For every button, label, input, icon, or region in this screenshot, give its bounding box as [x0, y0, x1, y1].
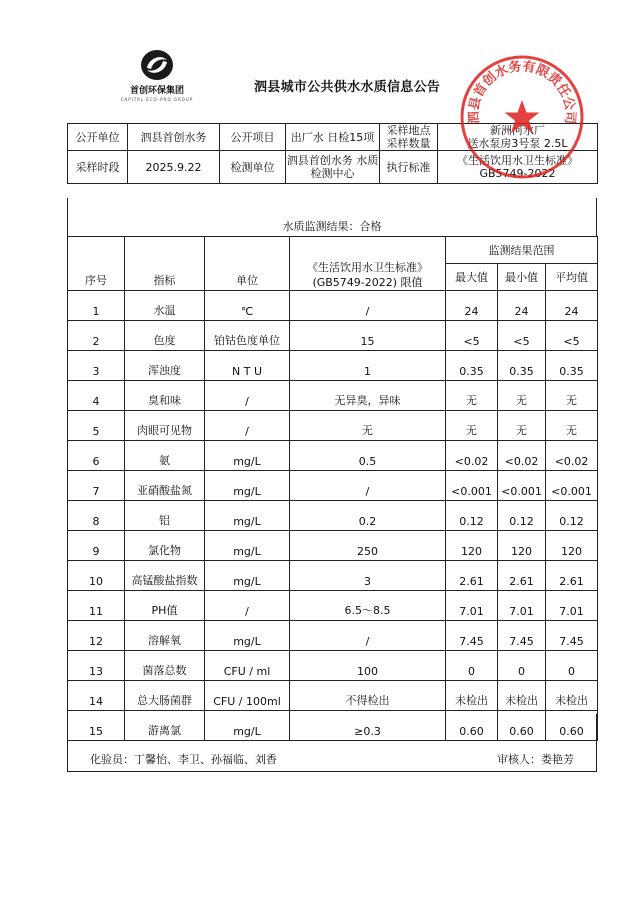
- row-max: 120: [446, 531, 498, 561]
- logo-name: 首创环保集团: [129, 86, 184, 96]
- row-no: 7: [68, 471, 125, 501]
- testers: 化验员：丁馨怡、李卫、孙福临、刘香: [90, 753, 277, 766]
- standard-label: 执行标准: [380, 151, 438, 184]
- header-unit: 单位: [205, 237, 290, 291]
- table-row: [68, 321, 598, 351]
- row-min: <5: [498, 321, 546, 351]
- lab-value: 泗县首创水务 水质检测中心: [286, 151, 380, 184]
- row-limit: 不得检出: [290, 681, 446, 711]
- row-min: 0: [498, 651, 546, 681]
- row-max: 2.61: [446, 561, 498, 591]
- table-row: [68, 411, 598, 441]
- row-min: 24: [498, 291, 546, 321]
- row-limit: ≥0.3: [290, 711, 446, 741]
- row-no: 3: [68, 351, 125, 381]
- row-avg: 7.01: [546, 591, 598, 621]
- row-min: 未检出: [498, 681, 546, 711]
- publisher-value: 泗县首创水务: [128, 124, 220, 151]
- company-logo: [112, 48, 202, 106]
- header-indicator: 指标: [125, 237, 205, 291]
- row-unit: /: [205, 381, 290, 411]
- row-limit: /: [290, 291, 446, 321]
- row-no: 5: [68, 411, 125, 441]
- row-max: 无: [446, 411, 498, 441]
- row-max: 未检出: [446, 681, 498, 711]
- header-range: 监测结果范围: [446, 237, 598, 264]
- table-row: [68, 621, 598, 651]
- row-indicator: 菌落总数: [125, 651, 205, 681]
- row-indicator: 色度: [125, 321, 205, 351]
- row-min: <0.001: [498, 471, 546, 501]
- row-indicator: 高锰酸盐指数: [125, 561, 205, 591]
- table-row: [68, 681, 598, 711]
- svg-text:泗县首创水务有限责任公司: 泗县首创水务有限责任公司: [466, 59, 578, 125]
- row-limit: 1: [290, 351, 446, 381]
- row-indicator: 肉眼可见物: [125, 411, 205, 441]
- lab-label: 检测单位: [220, 151, 286, 184]
- row-max: 0.60: [446, 711, 498, 741]
- row-limit: 无: [290, 411, 446, 441]
- row-limit: 250: [290, 531, 446, 561]
- result-section: [67, 198, 597, 236]
- row-limit: 0.2: [290, 501, 446, 531]
- row-unit: /: [205, 411, 290, 441]
- row-avg: <0.02: [546, 441, 598, 471]
- row-no: 12: [68, 621, 125, 651]
- row-limit: /: [290, 471, 446, 501]
- row-avg: 120: [546, 531, 598, 561]
- row-max: 7.01: [446, 591, 498, 621]
- row-limit: 6.5～8.5: [290, 591, 446, 621]
- row-indicator: 臭和味: [125, 381, 205, 411]
- table-row: [68, 471, 598, 501]
- row-no: 10: [68, 561, 125, 591]
- row-min: 0.60: [498, 711, 546, 741]
- row-unit: mg/L: [205, 471, 290, 501]
- row-unit: mg/L: [205, 441, 290, 471]
- row-limit: 100: [290, 651, 446, 681]
- row-indicator: PH值: [125, 591, 205, 621]
- row-min: 无: [498, 381, 546, 411]
- row-avg: 0.12: [546, 501, 598, 531]
- row-max: <0.001: [446, 471, 498, 501]
- signature-section: [67, 714, 597, 772]
- row-unit: mg/L: [205, 501, 290, 531]
- row-max: 24: [446, 291, 498, 321]
- row-avg: <5: [546, 321, 598, 351]
- row-avg: 0.35: [546, 351, 598, 381]
- row-limit: 15: [290, 321, 446, 351]
- row-no: 1: [68, 291, 125, 321]
- row-avg: <0.001: [546, 471, 598, 501]
- row-unit: N T U: [205, 351, 290, 381]
- row-indicator: 浑浊度: [125, 351, 205, 381]
- row-unit: CFU / ml: [205, 651, 290, 681]
- date-value: 2025.9.22: [128, 151, 220, 184]
- row-avg: 2.61: [546, 561, 598, 591]
- row-no: 15: [68, 711, 125, 741]
- row-no: 14: [68, 681, 125, 711]
- project-value: 出厂水 日检15项: [286, 124, 380, 151]
- row-min: 0.35: [498, 351, 546, 381]
- row-no: 11: [68, 591, 125, 621]
- row-no: 4: [68, 381, 125, 411]
- row-unit: mg/L: [205, 711, 290, 741]
- row-avg: 24: [546, 291, 598, 321]
- row-max: <0.02: [446, 441, 498, 471]
- header-no: 序号: [68, 237, 125, 291]
- row-no: 9: [68, 531, 125, 561]
- result-text: 水质监测结果：合格: [282, 220, 382, 233]
- location-quantity-label: [380, 124, 438, 151]
- table-row: [68, 591, 598, 621]
- location-value: 新洲河水厂: [490, 124, 545, 137]
- row-min: 7.01: [498, 591, 546, 621]
- row-max: 0.35: [446, 351, 498, 381]
- row-unit: 铂钴色度单位: [205, 321, 290, 351]
- row-avg: 未检出: [546, 681, 598, 711]
- header-max: 最大值: [446, 264, 498, 291]
- quantity-label: 采样数量: [386, 137, 431, 150]
- row-max: <5: [446, 321, 498, 351]
- table-row: [68, 441, 598, 471]
- row-max: 0.12: [446, 501, 498, 531]
- table-row: [68, 651, 598, 681]
- row-indicator: 溶解氧: [125, 621, 205, 651]
- row-max: 0: [446, 651, 498, 681]
- date-label: 采样时段: [68, 151, 128, 184]
- row-min: <0.02: [498, 441, 546, 471]
- header-avg: 平均值: [546, 264, 598, 291]
- header-min: 最小值: [498, 264, 546, 291]
- row-indicator: 铝: [125, 501, 205, 531]
- row-avg: 7.45: [546, 621, 598, 651]
- company-seal-icon: [457, 52, 587, 182]
- location-label: 采样地点: [386, 124, 431, 137]
- row-unit: mg/L: [205, 531, 290, 561]
- table-row: [68, 381, 598, 411]
- row-indicator: 水温: [125, 291, 205, 321]
- table-row: [68, 351, 598, 381]
- table-row: [68, 291, 598, 321]
- row-max: 无: [446, 381, 498, 411]
- results-table: [67, 236, 598, 741]
- row-unit: /: [205, 591, 290, 621]
- reviewer: 审核人：娄艳芳: [497, 753, 574, 766]
- row-min: 2.61: [498, 561, 546, 591]
- project-label: 公开项目: [220, 124, 286, 151]
- table-row: [68, 561, 598, 591]
- row-max: 7.45: [446, 621, 498, 651]
- row-min: 无: [498, 411, 546, 441]
- table-row: [68, 501, 598, 531]
- row-limit: 0.5: [290, 441, 446, 471]
- row-indicator: 氨: [125, 441, 205, 471]
- row-limit: 3: [290, 561, 446, 591]
- standard-value: 《生活饮用水卫生标准》 GB5749-2022: [438, 151, 598, 184]
- table-row: [68, 531, 598, 561]
- document-title: 泗县城市公共供水水质信息公告: [254, 80, 441, 95]
- row-min: 120: [498, 531, 546, 561]
- row-avg: 0: [546, 651, 598, 681]
- row-min: 7.45: [498, 621, 546, 651]
- row-unit: mg/L: [205, 561, 290, 591]
- row-unit: mg/L: [205, 621, 290, 651]
- row-no: 6: [68, 441, 125, 471]
- row-indicator: 游离氯: [125, 711, 205, 741]
- row-min: 0.12: [498, 501, 546, 531]
- row-avg: 0.60: [546, 711, 598, 741]
- row-unit: ℃: [205, 291, 290, 321]
- row-no: 13: [68, 651, 125, 681]
- row-no: 2: [68, 321, 125, 351]
- logo-swirl-icon: [139, 48, 175, 82]
- row-avg: 无: [546, 381, 598, 411]
- publisher-label: 公开单位: [68, 124, 128, 151]
- row-limit: 无异臭，异味: [290, 381, 446, 411]
- row-indicator: 总大肠菌群: [125, 681, 205, 711]
- quantity-value: 送水泵房3号泵 2.5L: [467, 137, 568, 150]
- row-unit: CFU / 100ml: [205, 681, 290, 711]
- header-limit: 《生活饮用水卫生标准》 (GB5749-2022) 限值: [290, 237, 446, 291]
- row-indicator: 亚硝酸盐氮: [125, 471, 205, 501]
- row-no: 8: [68, 501, 125, 531]
- row-indicator: 氯化物: [125, 531, 205, 561]
- row-avg: 无: [546, 411, 598, 441]
- row-limit: /: [290, 621, 446, 651]
- logo-name-en: CAPITAL ECO-PRO GROUP: [120, 97, 194, 102]
